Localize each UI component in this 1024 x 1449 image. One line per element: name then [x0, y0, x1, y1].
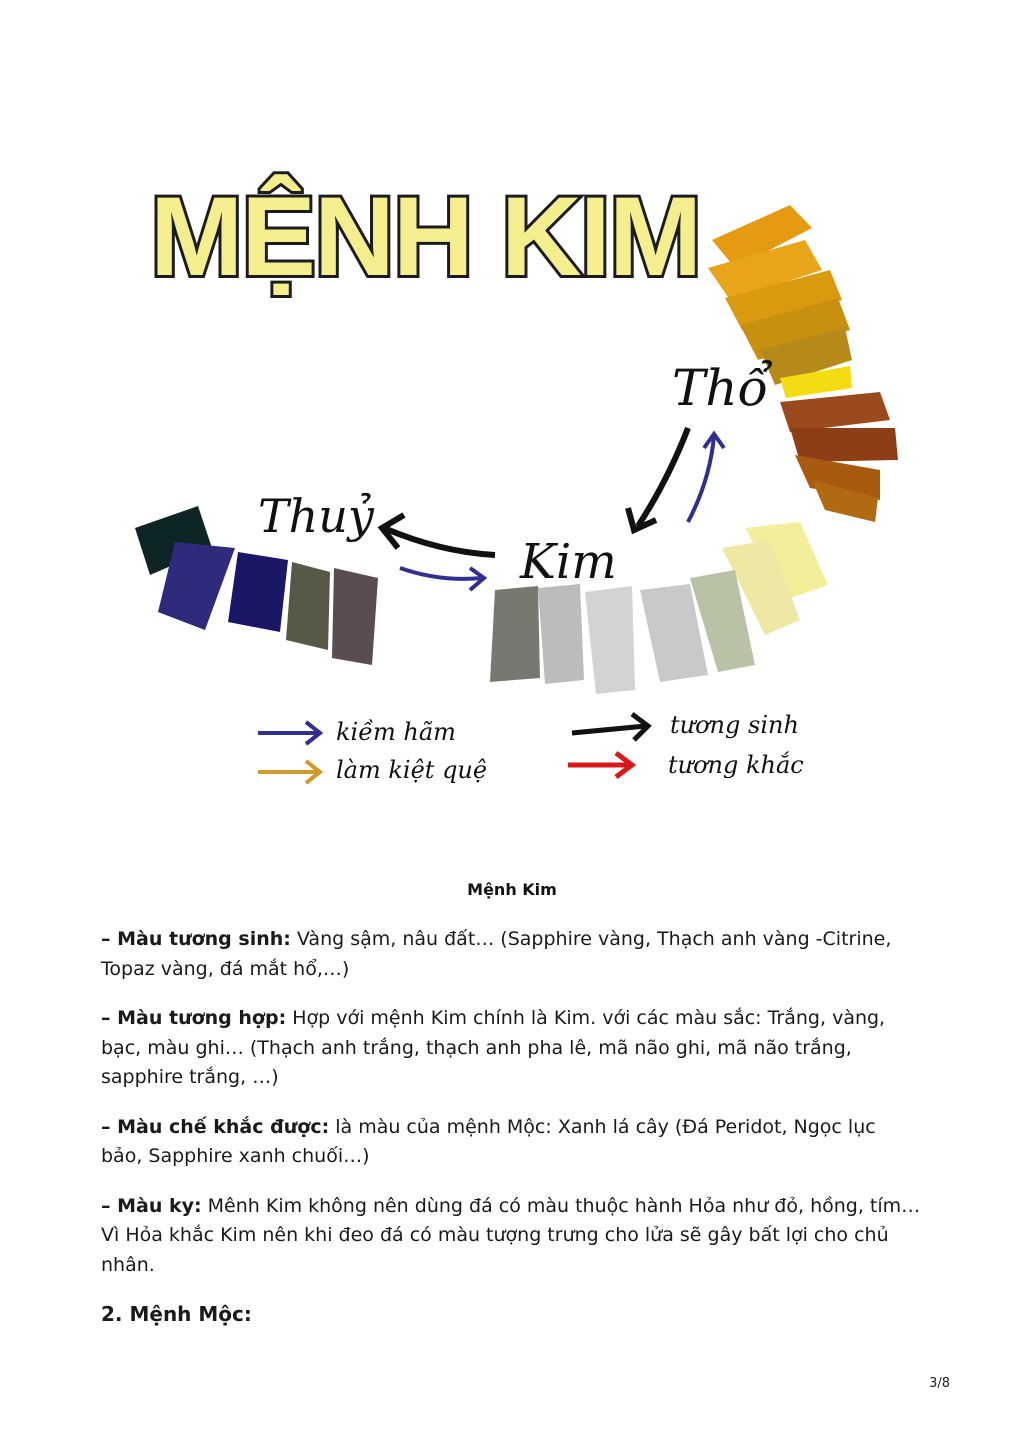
paragraph-tuong-hop: [101, 1004, 923, 1093]
swatch: [780, 392, 890, 432]
label-thuy: Thuỷ: [258, 489, 374, 543]
swatch: [286, 562, 330, 650]
paragraph-text: Mênh Kim không nên dùng đá có màu thuộc hành Hỏa như đỏ, hồng, tím…Vì Hỏa khắc Kim nên khi đeo đá có màu tượng trưng cho lửa sẽ gây bất lợi cho chủ nhân.: [101, 1194, 921, 1276]
arrow-icon: [572, 714, 648, 740]
legend-label: làm kiệt quệ: [336, 756, 488, 784]
legend-item-lam-kiet-que: [258, 756, 487, 784]
legend-item-kiem-ham: [258, 718, 456, 746]
legend-item-tuong-sinh: [572, 711, 799, 740]
legend-label: tương khắc: [668, 751, 804, 779]
section-heading: 2. Mệnh Mộc:: [101, 1302, 252, 1326]
swatch: [332, 568, 378, 665]
paragraph-mau-ky: [101, 1192, 923, 1281]
legend-item-tuong-khac: [568, 751, 804, 779]
label-kim: Kim: [520, 534, 617, 590]
paragraph-text: là màu của mệnh Mộc: Xanh lá cây (Đá Peridot, Ngọc lục bảo, Sapphire xanh chuối…): [101, 1115, 876, 1167]
arrow-tho-to-kim: [638, 428, 688, 526]
label-tho: Thổ: [672, 359, 769, 417]
legend-label: kiềm hãm: [336, 718, 456, 746]
paragraph-label: – Màu tương hợp:: [101, 1007, 287, 1029]
page-number: 3/8: [929, 1376, 950, 1391]
figure-title: MỆNH KIM: [150, 174, 701, 299]
arrow-kim-to-thuy: [384, 528, 495, 555]
paragraph-che-khac: [101, 1113, 923, 1172]
legend: [258, 711, 804, 784]
swatch: [490, 586, 540, 682]
paragraph-label: – Màu tương sinh:: [101, 928, 291, 950]
article-body: [101, 925, 923, 1330]
paragraph-label: – Màu chế khắc được:: [101, 1115, 330, 1138]
metal-swatches: [490, 584, 635, 694]
paragraph-label: – Màu ky:: [101, 1194, 202, 1217]
swatch: [228, 552, 288, 632]
paragraph-text: Hợp với mệnh Kim chính là Kim. với các màu sắc: Trắng, vàng, bạc, màu ghi… (Thạch anh trắng, thạch anh pha lê, mã não ghi, mã não trắng, sapphire trắng, …): [101, 1007, 886, 1088]
swatch: [790, 428, 898, 462]
swatch: [538, 584, 584, 684]
paragraph-text: Vàng sậm, nâu đất… (Sapphire vàng, Thạch anh vàng -Citrine, Topaz vàng, đá mắt hổ,…): [101, 928, 892, 980]
legend-label: tương sinh: [670, 711, 799, 739]
arrow-icon: [258, 761, 320, 783]
arrow-kim-to-tho: [688, 436, 714, 522]
pale-swatches: [640, 522, 828, 682]
arrow-icon: [568, 753, 632, 777]
paragraph-tuong-sinh: [101, 925, 923, 984]
figure-caption: Mệnh Kim: [467, 880, 557, 899]
arrow-icon: [258, 722, 320, 744]
swatch: [585, 586, 635, 694]
